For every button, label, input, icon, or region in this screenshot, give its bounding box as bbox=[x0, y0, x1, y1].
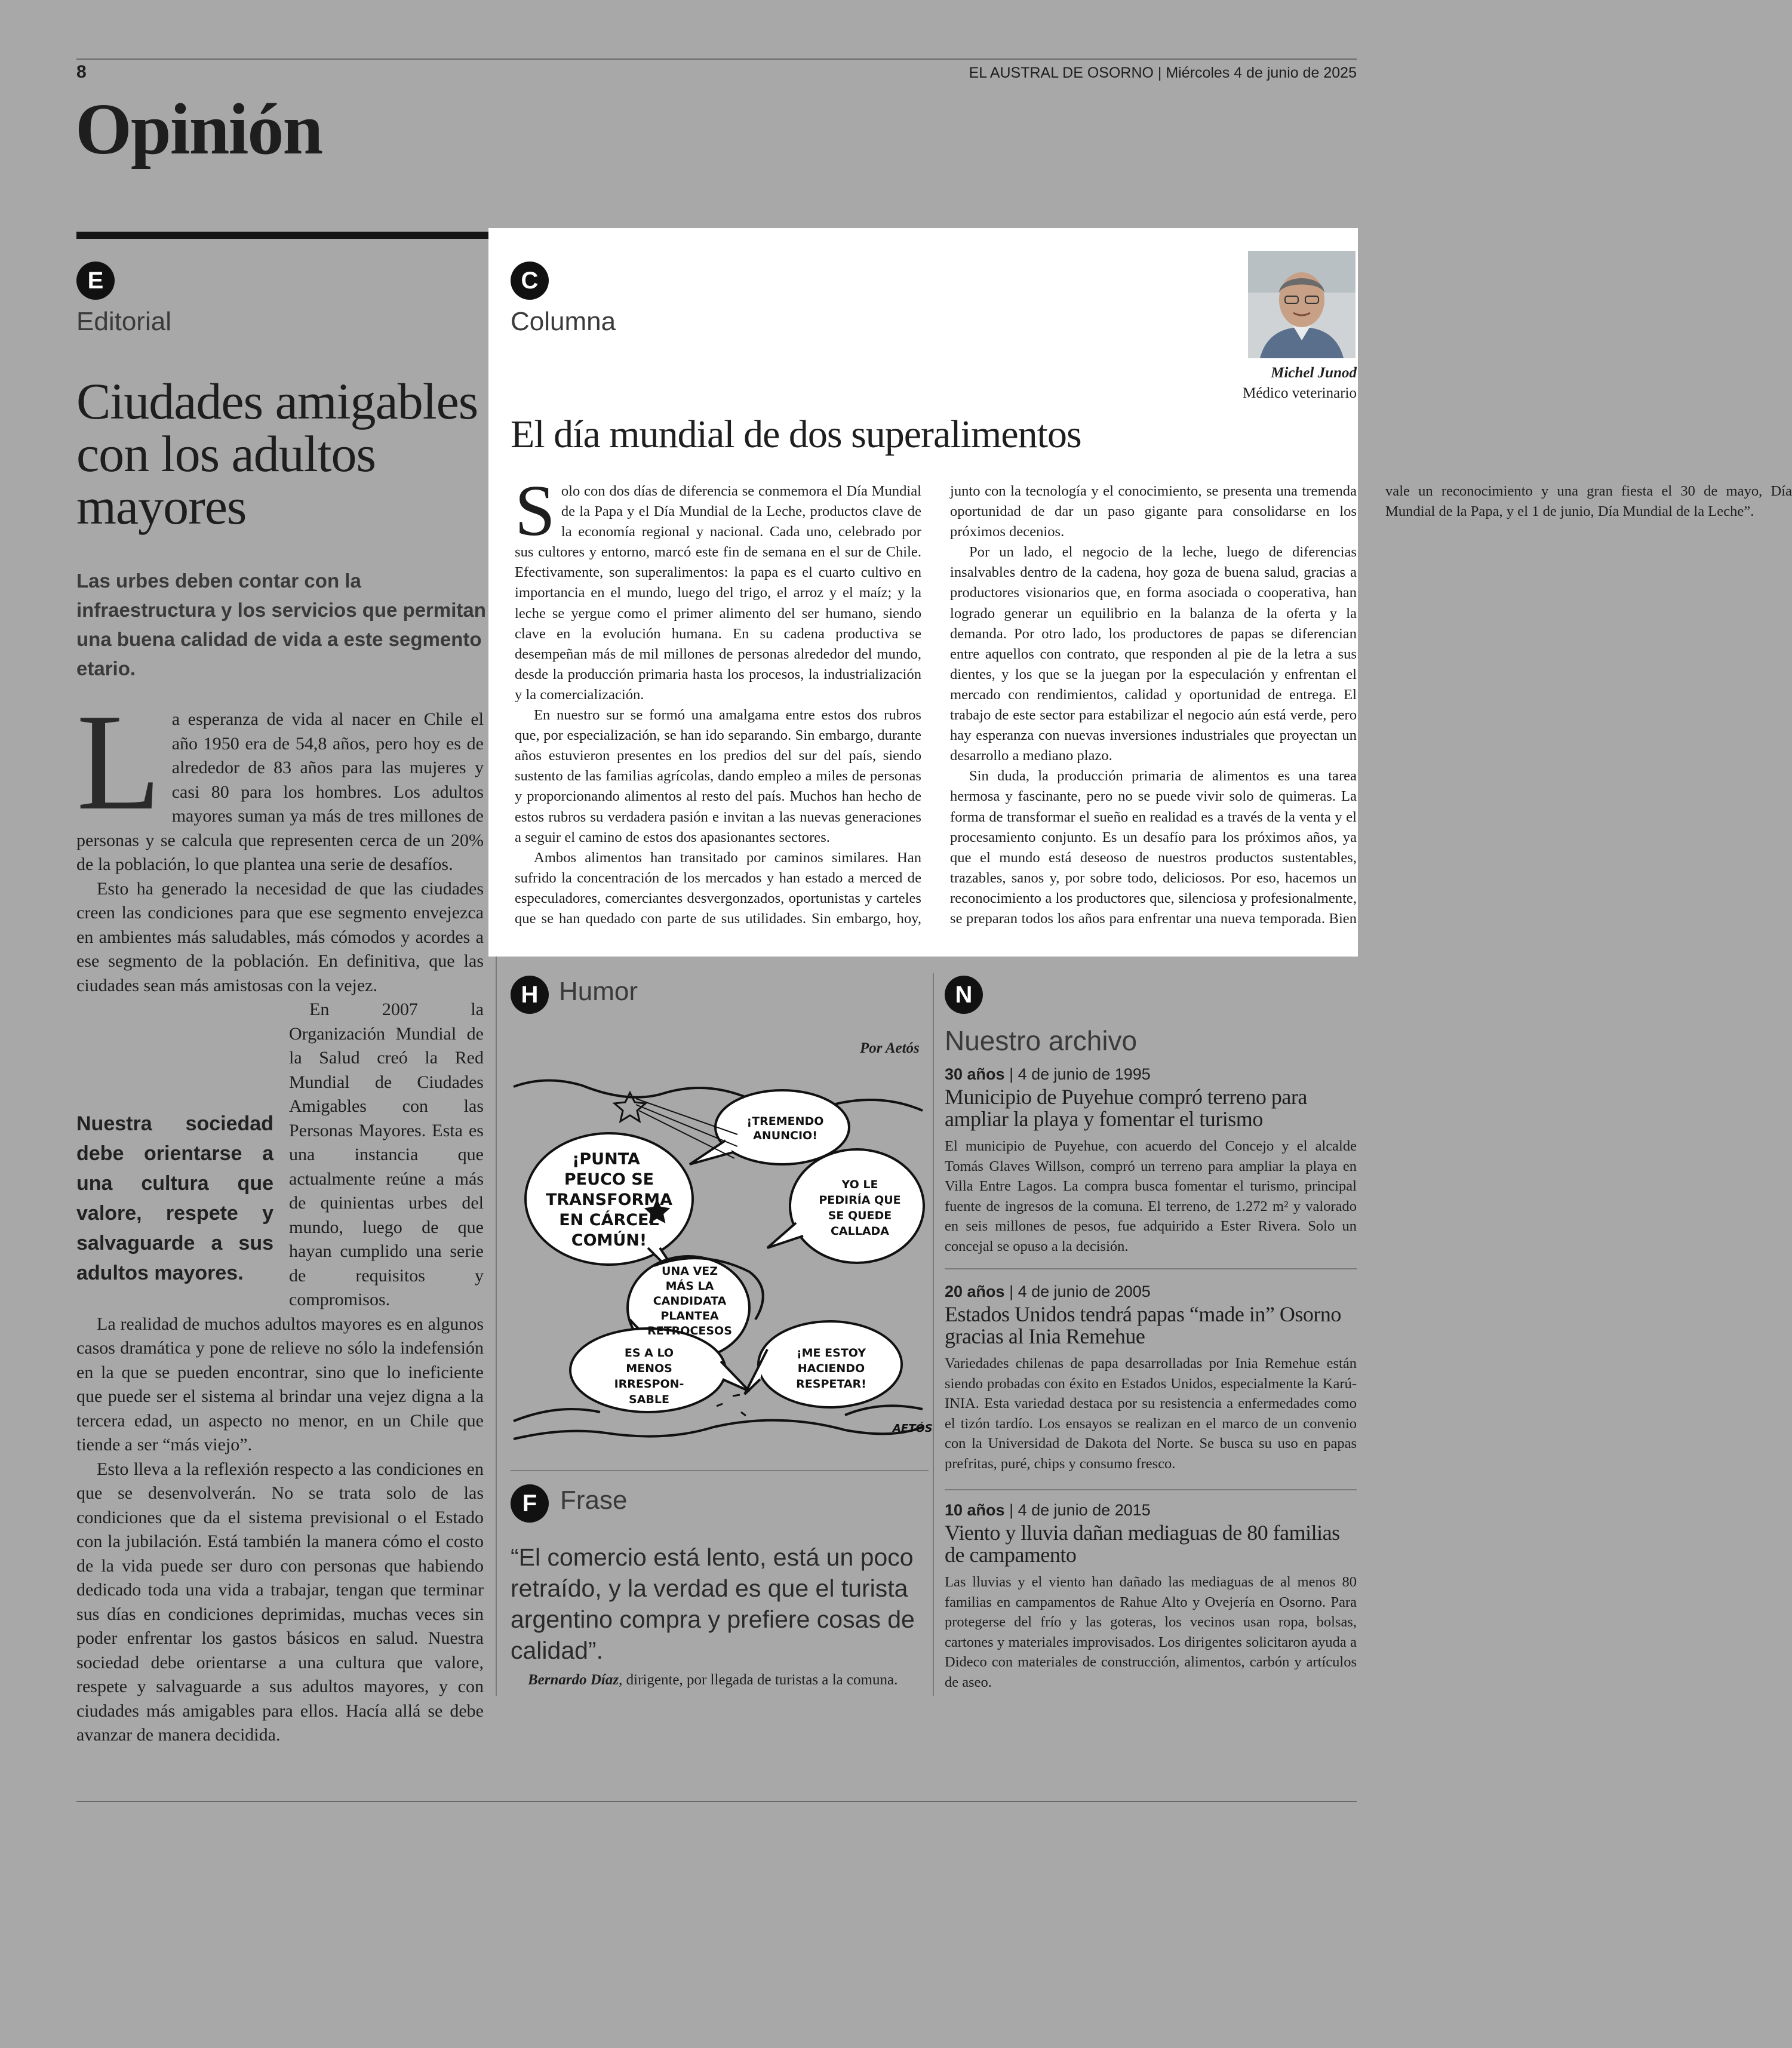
archivo-years: 30 años bbox=[945, 1065, 1005, 1083]
column-headline: El día mundial de dos superalimentos bbox=[511, 413, 1081, 456]
editorial-paragraph: En 2007 la Organización Mundial de la Salud creó la Red Mundial de Ciudades Amigables con las Personas Mayores. Esta es una instancia que actualmente reúne a más de quinientas urbes del mundo, luego de que hayan cumplido una serie de requisitos y compromisos. bbox=[289, 1000, 484, 1309]
archivo-item bbox=[945, 1501, 1357, 1692]
archivo-date: | 4 de junio de 2015 bbox=[1009, 1501, 1151, 1519]
cartoon-text: COMÚN! bbox=[571, 1231, 647, 1250]
frase-label: Frase bbox=[560, 1486, 628, 1515]
cartoon-text: MÁS LA bbox=[665, 1280, 714, 1293]
cartoon-text: PEDIRÍA QUE bbox=[819, 1194, 901, 1207]
editorial-body bbox=[76, 685, 484, 1745]
column-author bbox=[1243, 363, 1357, 404]
cartoon-text: RETROCESOS bbox=[647, 1324, 732, 1337]
frase-badge: F bbox=[511, 1484, 549, 1523]
cartoon-text: YO LE bbox=[841, 1178, 878, 1191]
cartoon-text: ¡TREMENDO bbox=[746, 1115, 824, 1128]
column-body bbox=[515, 471, 1792, 941]
archivo-rule bbox=[945, 1268, 1357, 1269]
humor-rule bbox=[511, 1470, 929, 1471]
section-title: Opinión bbox=[75, 89, 322, 170]
editorial-pullquote: Nuestra sociedad debe orientarse a una cultura que valore, respete y salvaguarde a sus adultos mayores. bbox=[76, 1112, 273, 1284]
column-paragraph: olo con dos días de diferencia se conmemora el Día Mundial de la Papa y el Día Mundial de la Leche, productos clave de la economía regional y nacional. Cada uno, celebrado por sus cultores y entorno, marcó este fin de semana en el sur de Chile. Efectivamente, son superalimentos: la papa es el cuarto cultivo en importancia en el mundo, luego del trigo, el arroz y el maíz; y la leche se yergue como el primer alimento del ser humano, siendo clave en la evolución humana. En su cadena productiva se desempeñan más de mil millones de personas alrededor del mundo, desde la producción primaria hasta los procesos, la industrialización y la comercialización. bbox=[515, 483, 921, 703]
archivo-title: Nuestro archivo bbox=[945, 1025, 1138, 1056]
cartoon-text: SABLE bbox=[629, 1393, 669, 1406]
archivo-headline: Municipio de Puyehue compró terreno para ampliar la playa y fomentar el turismo bbox=[945, 1085, 1307, 1131]
humor-badge: H bbox=[511, 976, 549, 1014]
cartoon-text: SE QUEDE bbox=[828, 1209, 892, 1222]
archivo-body: El municipio de Puyehue, con acuerdo del Concejo y el alcalde Tomás Glaves Willson, compró un terreno para ampliar la playa en Villa Entre Lagos. La compra busca fomentar el turismo, principal fuente de ingresos de la comuna. El terreno, de 1.272 m² y valorado en seis millones de pesos, fue adquirido a Ester Rivera. Solo un concejal se opuso a la decisión. bbox=[945, 1138, 1357, 1254]
editorial-headline: Ciudades amigables con los adultos mayores bbox=[76, 373, 478, 535]
column-dropcap: S bbox=[515, 471, 555, 551]
cartoon-text: HACIENDO bbox=[797, 1362, 865, 1375]
archivo-badge: N bbox=[945, 976, 983, 1014]
column-paragraph: En nuestro sur se formó una amalgama entre estos dos rubros que, por especialización, se han ido separando. Sin embargo, durante años estuvieron presentes en los predios del sur del país, siendo sustento de las familias agrícolas, dando empleo a miles de personas y proporcionando alimentos al resto del país. Muchos han hecho de estos rubros su verdadera pasión e invitan a las nuevas generaciones a seguir el camino de estos dos apasionantes sectores. bbox=[515, 707, 921, 845]
frase-attribution-rest: , dirigente, por llegada de turistas a la comuna. bbox=[619, 1672, 898, 1688]
page-number: 8 bbox=[76, 62, 87, 82]
cartoon-text: ¡PUNTA bbox=[572, 1150, 640, 1168]
cartoon-text: IRRESPON- bbox=[614, 1377, 684, 1391]
column-badge: C bbox=[511, 262, 549, 300]
archivo-item bbox=[945, 1065, 1357, 1256]
editorial-paragraph: La realidad de muchos adultos mayores es en algunos casos dramática y pone de relieve no sólo la indefensión en la que se pueden encontrar, sino que lo ineficiente que puede ser el sistema al brindar una vejez digna a la tercera edad, un aspecto no menor, en un Chile que tiende a ser “más viejo”. bbox=[76, 1314, 484, 1454]
author-name: Michel Junod bbox=[1271, 365, 1357, 381]
bottom-rule bbox=[76, 1801, 1357, 1802]
cartoon-text: PLANTEA bbox=[660, 1309, 719, 1323]
humor-byline: Por Aetós bbox=[860, 1040, 920, 1056]
cartoon-text: PEUCO SE bbox=[564, 1170, 654, 1189]
archivo-rule bbox=[945, 1489, 1357, 1490]
column-divider bbox=[496, 955, 497, 1696]
cartoon-text: CALLADA bbox=[830, 1225, 890, 1238]
cartoon-text: MENOS bbox=[626, 1362, 672, 1375]
editorial-badge: E bbox=[76, 262, 115, 300]
editorial-paragraph: Esto lleva a la reflexión respecto a las condiciones en que se desenvolverán. No se trata solo de las condiciones que da el sistema previsional o el Estado con la jubilación. Está también la manera cómo el costo de la vida puede ser duro con personas que habiendo dedicado toda una vida a trabajar, tengan que terminar sus días en condiciones deprimidas, muchas veces sin poder enfrentar los gastos básicos en salud. Nuestra sociedad debe orientarse a una cultura que valore, respete y salvaguarde a sus adultos mayores, y con ciudades más amigables para ellos. Hacía allá se debe avanzar de manera decidida. bbox=[76, 1459, 484, 1745]
cartoon-text: UNA VEZ bbox=[661, 1265, 718, 1278]
archivo-date: | 4 de junio de 2005 bbox=[1009, 1283, 1151, 1300]
cartoon-text: RESPETAR! bbox=[796, 1377, 866, 1391]
cartoon-text: TRANSFORMA bbox=[545, 1191, 673, 1209]
editorial-paragraph: a esperanza de vida al nacer en Chile el año 1950 era de 54,8 años, pero hoy es de alrededor de 83 años para las mujeres y casi 80 para los hombres. Los adultos mayores suman ya más de tres millones de personas y se calcula que representen cerca de un 20% de la población, lo que plantea una serie de desafíos. bbox=[76, 709, 484, 874]
archivo-item bbox=[945, 1283, 1357, 1474]
editorial-lead: Las urbes deben contar con la infraestructura y los servicios que permitan una buena calidad de vida a este segmento etario. bbox=[76, 570, 486, 679]
archivo-body: Las lluvias y el viento han dañado las mediaguas de al menos 80 familias en campamentos de Rahue Alto y Ovejería en Osorno. Para protegerse del frío y las goteras, los vecinos usan ropa, bolsas, cartones y materiales improvisados. Los dirigentes solicitaron ayuda a Dideco con materiales de construcción, alimentos, carbón y artículos de aseo. bbox=[945, 1574, 1357, 1690]
author-role: Médico veterinario bbox=[1243, 385, 1357, 401]
column-label: Columna bbox=[511, 307, 616, 336]
editorial-dropcap: L bbox=[76, 685, 161, 839]
humor-label: Humor bbox=[559, 977, 638, 1006]
author-photo bbox=[1248, 251, 1355, 358]
frase-attribution-name: Bernardo Díaz bbox=[528, 1672, 619, 1688]
editorial-paragraph: Esto ha generado la necesidad de que las ciudades creen las condiciones para que ese segmento envejezca en ambientes más saludables, más cómodos y acordes a ese segmento de la población. En definitiva, que las ciudades sean más amistosas con la vejez. bbox=[76, 878, 484, 995]
cartoon-text: ES A LO bbox=[624, 1346, 674, 1360]
cartoon-signature: AETÓS bbox=[893, 1422, 933, 1435]
cartoon-text: CANDIDATA bbox=[653, 1294, 727, 1308]
column-paragraph: Ambos alimentos han transitado por caminos similares. Han sufrido la concentración de los mercados y han estado a merced de especuladores, comerciantes desvergonzados, oportunistas y carteles que se han quedado con parte de sus utilidades. Sin embargo, hoy, junto con la tecnología y el conocimiento, se presenta una tremenda oportunidad de dar un paso gigante para consolidarse en los próximos decenios. bbox=[515, 483, 1357, 927]
cartoon-text: ANUNCIO! bbox=[753, 1129, 817, 1142]
archivo-headline: Estados Unidos tendrá papas “made in” Osorno gracias al Inia Remehue bbox=[945, 1302, 1341, 1348]
column-paragraph: Sin duda, la producción primaria de alimentos es una tarea hermosa y fascinante, pero no se puede vivir solo de quimeras. La forma de transformar el sueño en realidad es a través de la venta y el procesamiento conjunto. Es un desafío para los próximos años, ya que el mundo está deseoso de nuestros productos sustentables, trazables, sanos y, por sobre todo, deliciosos. Por eso, hacemos un reconocimiento a los productores que, silenciosa y profesionalmente, se preparan todos los años para enfrentar una nueva temporada. Bien vale un reconocimiento y una gran fiesta el 30 de mayo, Día Mundial de la Papa, y el 1 de junio, Día Mundial de la Leche”. bbox=[950, 483, 1792, 927]
archivo-headline: Viento y lluvia dañan mediaguas de 80 familias de campamento bbox=[945, 1521, 1340, 1567]
cartoon-text: ¡ME ESTOY bbox=[796, 1346, 866, 1360]
column-paragraph: Por un lado, el negocio de la leche, luego de diferencias insalvables dentro de la cadena, hoy goza de buena salud, gracias a productores visionarios que, en forma asociada o cooperativa, han logrado generar un equilibrio en la balanza de la oferta y la demanda. Por otro lado, los productores de papas se diferencian entre aquellos con contrato, que responden al pie de la letra a sus dientes, y los que se la juegan por la especulación y enfrentan el mercado con rendimientos, calidad y oportunidad de entrega. El trabajo de este sector para estabilizar el negocio aún está verde, pero hay esperanza con nuevas inversiones industriales que proyectan un desarrollo a mediano plazo. bbox=[950, 544, 1357, 764]
archivo-years: 20 años bbox=[945, 1283, 1005, 1300]
masthead: EL AUSTRAL DE OSORNO | Miércoles 4 de junio de 2025 bbox=[969, 64, 1357, 81]
archivo-date: | 4 de junio de 1995 bbox=[1009, 1065, 1151, 1083]
archivo-years: 10 años bbox=[945, 1501, 1005, 1519]
archivo-body: Variedades chilenas de papa desarrolladas por Inia Remehue están siendo probadas con éxito en Estados Unidos, especialmente la Karú-INIA. Esta variedad destaca por su resistencia a enfermedades como el tizón tardío. Los ensayos se realizan en el marco de un convenio con la Universidad de Dakota del Norte. Se busca su uso en papas prefritas, puré, chips y consumo fresco. bbox=[945, 1355, 1357, 1472]
top-rule bbox=[76, 59, 1357, 60]
cartoon-text: EN CÁRCEL bbox=[559, 1211, 659, 1229]
frase-attribution bbox=[528, 1672, 934, 1689]
editorial-label: Editorial bbox=[76, 307, 171, 336]
frase-quote: “El comercio está lento, está un poco retraído, y la verdad es que el turista argentino compra y prefiere cosas de calidad”. bbox=[511, 1543, 915, 1664]
humor-cartoon bbox=[511, 1069, 933, 1445]
column-divider bbox=[933, 973, 934, 1696]
